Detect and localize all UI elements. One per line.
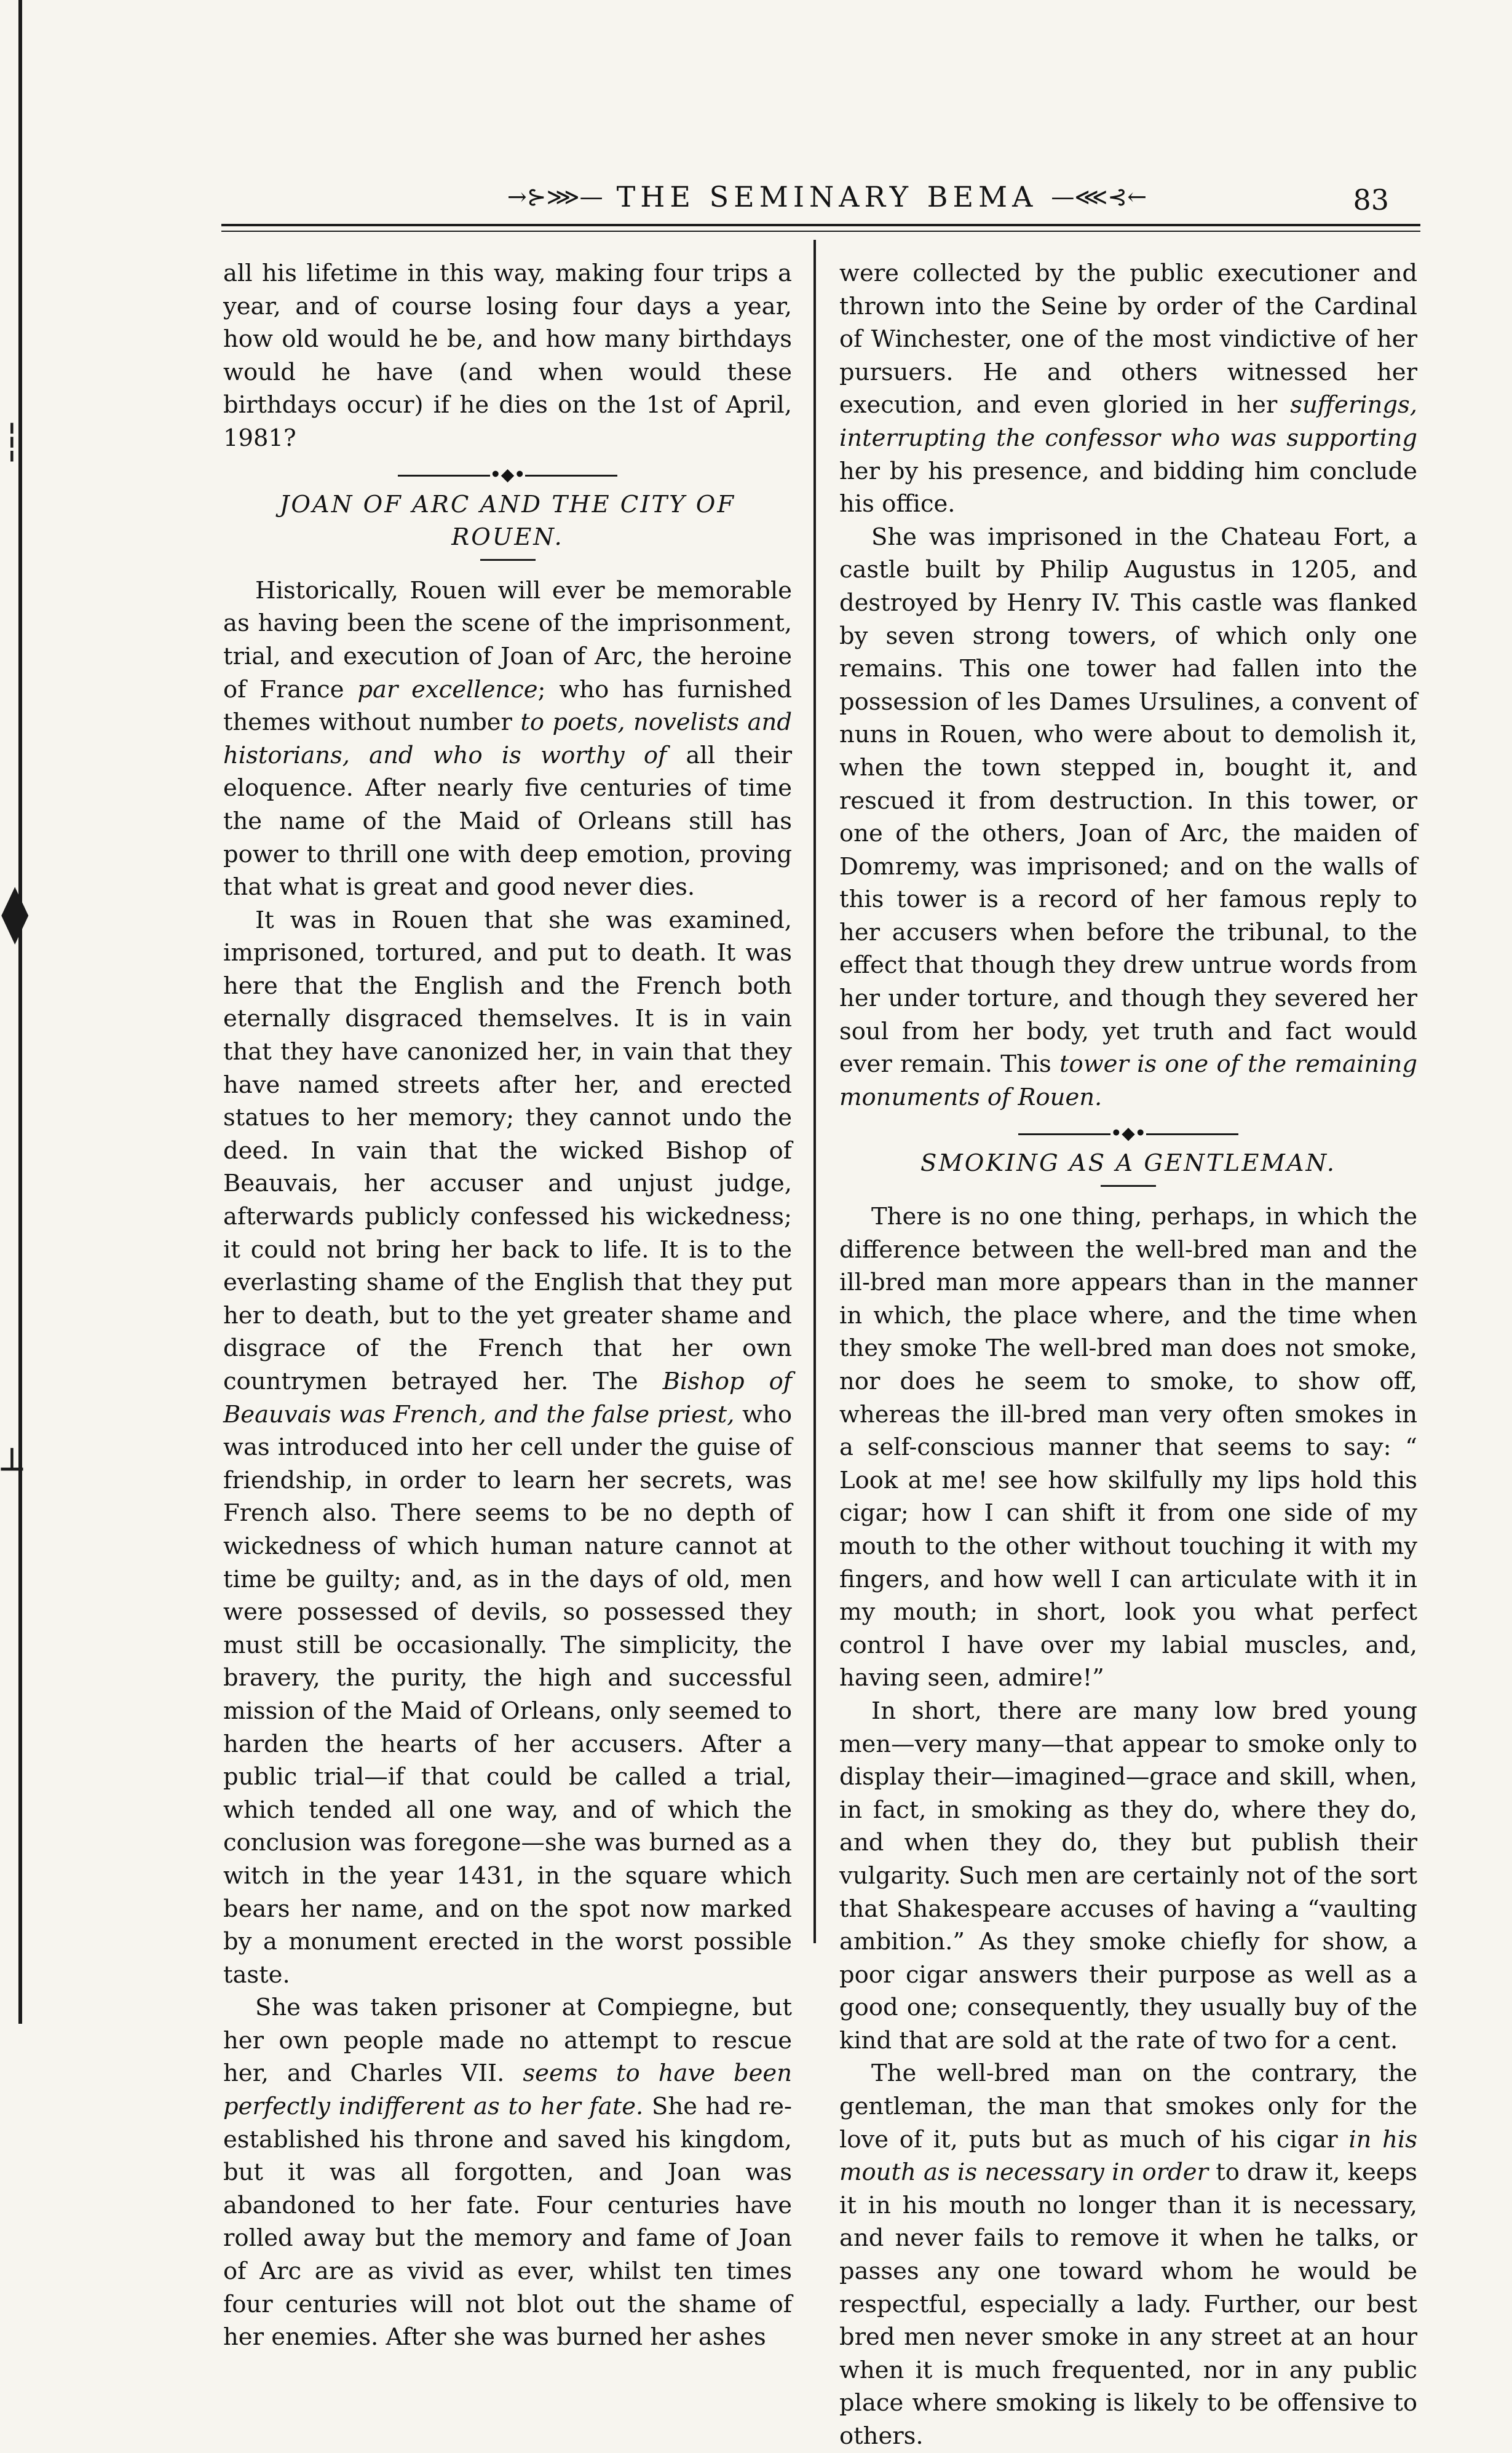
header-rule-top: [221, 224, 1420, 226]
continued-paragraph: were collected by the public executioner and thrown into the Seine by order of the Cardinal of Winchester, one of the most vindictive of her pursuers. He and others witnessed her execution, and even gloried in her sufferings, interrupting the confessor who was supporting her by his presence, and bidding him conclude his office.: [839, 260, 1417, 518]
right-column: [839, 257, 1417, 2453]
header-ornament-left: →⊱⋙—: [507, 183, 603, 210]
article-paragraph: Historically, Rouen will ever be memorable as having been the scene of the imprisonment, trial, and execution of Joan of Arc, the heroine of France par excellence; who has furnished themes without number to poets, novelists and historians, and who is worthy of all their eloquence. After nearly five centuries of time the name of the Maid of Orleans still has power to thrill one with deep emotion, proving that what is great and good never dies.: [223, 576, 792, 902]
article-heading: JOAN OF ARC AND THE CITY OF ROUEN.: [279, 490, 736, 552]
section-separator: [223, 464, 792, 485]
margin-mark: ┆: [1, 421, 23, 463]
article-paragraph: She was imprisoned in the Chateau Fort, a castle built by Philip Augustus in 1205, and destroyed by Henry IV. This castle was flanked by seven strong towers, of which only one remains. This one tower had fallen into the possession of les Dames Ursulines, a convent of nuns in Rouen, who were about to demolish it, when the town stepped in, bought it, and rescued it from destruction. In this tower, or one of the others, Joan of Arc, the maiden of Domremy, was imprisoned; and on the walls of this tower is a record of her famous reply to her accusers when before the tribunal, to the effect that though they drew untrue words from her under torture, and though they severed her soul from her body, yet truth and fact would ever remain. This tower is one of the remaining monuments of Rouen.: [839, 523, 1417, 1111]
article-paragraph: She was taken prisoner at Compiegne, but her own people made no attempt to rescue her, and Charles VII. seems to have been perfectly indifferent as to her fate. She had re-established his throne and saved his kingdom, but it was all forgotten, and Joan was abandoned to her fate. Four centuries have rolled away but the memory and fame of Joan of Arc are as vivid as ever, whilst ten times four centuries will not blot out the shame of her enemies. After she was burned her ashes: [223, 1994, 793, 2352]
margin-mark: ⧫: [1, 881, 29, 945]
page-binding-line: [18, 0, 22, 2024]
margin-mark: ┴: [1, 1448, 23, 1490]
journal-title: THE SEMINARY BEMA: [616, 180, 1038, 213]
separator-ornament: •◆•: [1110, 1123, 1146, 1144]
section-separator: [839, 1123, 1417, 1144]
article-heading: SMOKING AS A GENTLEMAN.: [920, 1149, 1337, 1178]
heading-rule: [480, 559, 536, 561]
heading-rule: [1101, 1185, 1156, 1187]
running-header: [234, 180, 1420, 214]
separator-ornament: •◆•: [489, 464, 526, 485]
page-number: 83: [1353, 183, 1389, 216]
left-column: [223, 257, 792, 2354]
column-divider: [813, 240, 816, 1943]
continued-paragraph: all his lifetime in this way, making four trips a year, and of course losing four days a year, how old would he be, and how many birthdays would he have (and when would these birthdays occur) if he dies on the 1st of April, 1981?: [223, 260, 792, 452]
article-paragraph: In short, there are many low bred young men—very many—that appear to smoke only to display their—imagined—grace and skill, when, in fact, in smoking as they do, where they do, and when they do, they but publish their vulgarity. Such men are certainly not of the sort that Shakespeare accuses of having a “vaulting ambition.” As they smoke chiefly for show, a poor cigar answers their purpose as well as a good one; consequently, they usually buy of the kind that are sold at the rate of two for a cent.: [839, 1697, 1417, 2055]
header-ornament-right: —⋘⊰←: [1051, 183, 1147, 210]
article-paragraph: The well-bred man on the contrary, the gentleman, the man that smokes only for the love of it, puts but as much of his cigar in his mouth as is necessary in order to draw it, keeps it in his mouth no longer than it is necessary, and never fails to remove it when he talks, or passes any one toward whom he would be respectful, especially a lady. Further, our best bred men never smoke in any street at an hour when it is much frequented, nor in any public place where smoking is likely to be offensive to others.: [839, 2059, 1418, 2450]
article-paragraph: It was in Rouen that she was examined, imprisoned, tortured, and put to death. It was here that the English and the French both eternally disgraced themselves. It is in vain that they have canonized her, in vain that they have named streets after her, and erected statues to her memory; they cannot undo the deed. In vain that the wicked Bishop of Beauvais, her accuser and unjust judge, afterwards publicly confessed his wickedness; it could not bring her back to life. It is to the everlasting shame of the English that they put her to death, but to the yet greater shame and disgrace of the French that her own countrymen betrayed her. The Bishop of Beauvais was French, and the false priest, who was introduced into her cell under the guise of friendship, in order to learn her secrets, was French also. There seems to be no depth of wickedness of which human nature cannot at time be guilty; and, as in the days of old, men were possessed of devils, so possessed they must still be occasionally. The simplicity, the bravery, the purity, the high and successful mission of the Maid of Orleans, only seemed to harden the hearts of her accusers. After a public trial—if that could be called a trial, which tended all one way, and of which the conclusion was foregone—she was burned as a witch in the year 1431, in the square which bears her name, and on the spot now marked by a monument erected in the worst possible taste.: [223, 906, 793, 1989]
article-paragraph: There is no one thing, perhaps, in which the difference between the well-bred man and the ill-bred man more appears than in the manner in which, the place where, and the time when they smoke The well-bred man does not smoke, nor does he seem to smoke, to show off, whereas the ill-bred man very often smokes in a self-conscious manner that seems to say: “ Look at me! see how skilfully my lips hold this cigar; how I can shift it from one side of my mouth to the other without touching it with my fingers, and how well I can articulate with it in my mouth; in short, look you what perfect control I have over my labial muscles, and, having seen, admire!”: [839, 1203, 1417, 1692]
header-rule-bottom: [221, 231, 1420, 232]
